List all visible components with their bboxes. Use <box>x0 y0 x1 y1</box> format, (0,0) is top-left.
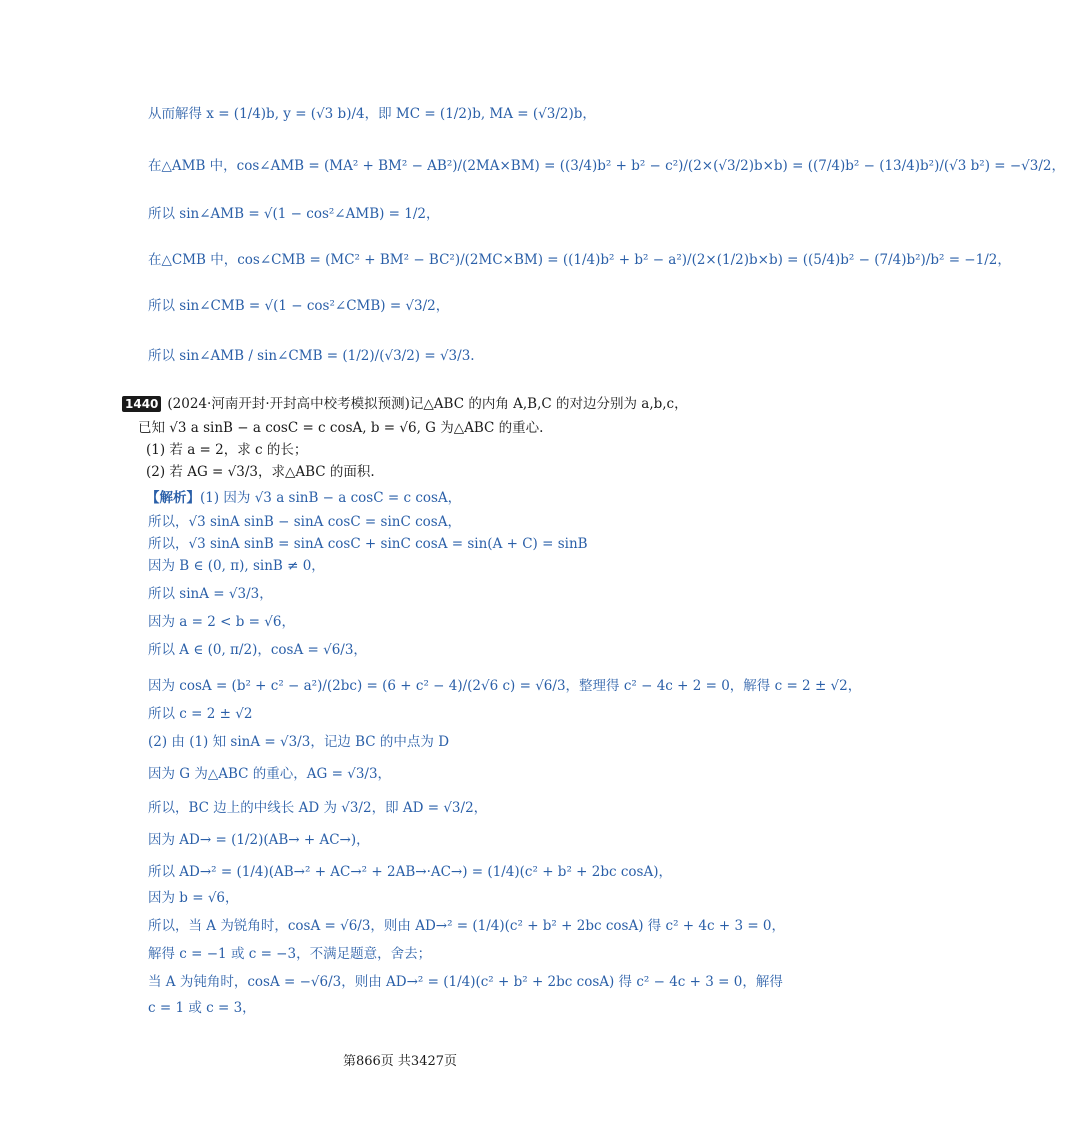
solution-line: 在△AMB 中，cos∠AMB = (MA² + BM² − AB²)/(2MA×BM) = ((3/4)b² + b² − c²)/(2×(√3/2)b×b) = ((7/4)b² − (13/4)b²)/(√3 b²) = −√3/2， <box>148 158 1065 174</box>
solution-line: 因为 cosA = (b² + c² − a²)/(2bc) = (6 + c² − 4)/(2√6 c) = √6/3，整理得 c² − 4c + 2 = 0，解得 c = 2 ± √2， <box>148 678 862 694</box>
page-footer: 第866页 共3427页 <box>342 1054 458 1069</box>
solution-tag: 【解析】 <box>146 490 200 506</box>
problem-stem-2: 已知 √3 a sinB − a cosC = c cosA, b = √6, G 为△ABC 的重心. <box>138 420 544 436</box>
solution-line: (2) 由 (1) 知 sinA = √3/3，记边 BC 的中点为 D <box>148 734 450 750</box>
solution-line: 因为 a = 2 < b = √6， <box>148 614 295 630</box>
question-2: (2) 若 AG = √3/3，求△ABC 的面积. <box>146 464 375 480</box>
solution-line: 所以 sin∠CMB = √(1 − cos²∠CMB) = √3/2， <box>148 298 450 314</box>
solution-part1-start: (1) 因为 √3 a sinB − a cosC = c cosA， <box>200 490 462 506</box>
problem-header <box>122 394 688 414</box>
solution-line: 因为 B ∈ (0, π), sinB ≠ 0， <box>148 558 325 574</box>
question-1: (1) 若 a = 2，求 c 的长； <box>146 442 308 458</box>
solution-line: 当 A 为钝角时，cosA = −√6/3，则由 AD→² = (1/4)(c² + b² + 2bc cosA) 得 c² − 4c + 3 = 0，解得 <box>148 974 783 990</box>
solution-line: 因为 G 为△ABC 的重心，AG = √3/3， <box>148 766 392 782</box>
solution-line: 所以，当 A 为锐角时，cosA = √6/3，则由 AD→² = (1/4)(c² + b² + 2bc cosA) 得 c² + 4c + 3 = 0， <box>148 918 786 934</box>
solution-line: 所以 sin∠AMB / sin∠CMB = (1/2)/(√3/2) = √3/3. <box>148 348 475 364</box>
problem-stem-1: 记△ABC 的内角 A,B,C 的对边分别为 a,b,c， <box>409 396 688 412</box>
problem-source: (2024·河南开封·开封高中校考模拟预测) <box>167 396 410 412</box>
solution-line: 所以 A ∈ (0, π/2)，cosA = √6/3， <box>148 642 367 658</box>
solution-line: 因为 AD→ = (1/2)(AB→ + AC→)， <box>148 832 370 848</box>
solution-line: 所以 AD→² = (1/4)(AB→² + AC→² + 2AB→·AC→) = (1/4)(c² + b² + 2bc cosA)， <box>148 864 672 880</box>
solution-line: 所以，√3 sinA sinB = sinA cosC + sinC cosA = sin(A + C) = sinB <box>148 536 588 552</box>
solution-first-line <box>146 488 461 508</box>
solution-line: 所以 c = 2 ± √2 <box>148 706 253 722</box>
solution-line: 解得 c = −1 或 c = −3，不满足题意，舍去； <box>148 946 432 962</box>
solution-line: 在△CMB 中，cos∠CMB = (MC² + BM² − BC²)/(2MC×BM) = ((1/4)b² + b² − a²)/(2×(1/2)b×b) = ((5/4)b² − (7/4)b²)/b² = −1/2， <box>148 252 1011 268</box>
solution-line: 从而解得 x = (1/4)b, y = (√3 b)/4，即 MC = (1/2)b, MA = (√3/2)b， <box>148 106 596 122</box>
solution-line: 所以，√3 sinA sinB − sinA cosC = sinC cosA， <box>148 514 461 530</box>
solution-line: 所以，BC 边上的中线长 AD 为 √3/2，即 AD = √3/2， <box>148 800 488 816</box>
solution-line: 因为 b = √6， <box>148 890 239 906</box>
solution-line: 所以 sinA = √3/3， <box>148 586 273 602</box>
solution-line: c = 1 或 c = 3， <box>148 1000 256 1016</box>
problem-number-badge: 1440 <box>122 396 161 412</box>
solution-line: 所以 sin∠AMB = √(1 − cos²∠AMB) = 1/2， <box>148 206 440 222</box>
